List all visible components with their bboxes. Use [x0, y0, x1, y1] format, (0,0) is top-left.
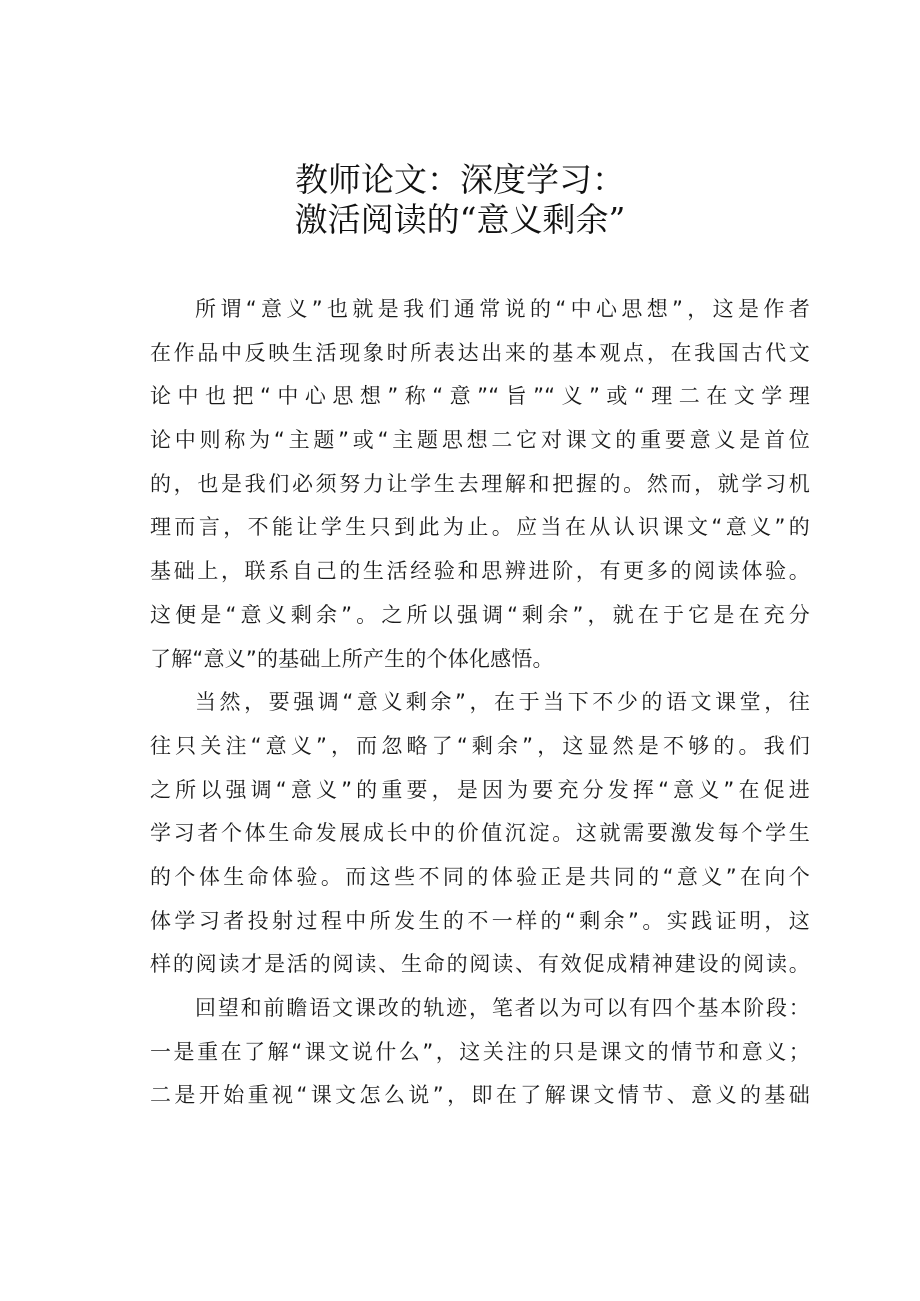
text-line: 理而言，不能让学生只到此为止。应当在从认识课文“意义”的 [150, 515, 810, 540]
text-line: 这便是“意义剩余”。之所以强调“剩余”，就在于它是在充分 [150, 602, 810, 627]
text-line: 二是开始重视“课文怎么说”，即在了解课文情节、意义的基础 [150, 1083, 810, 1108]
text-line: 论中也把“中心思想”称“意”“旨”“义”或“理二在文学理 [150, 384, 810, 409]
text-line: 在作品中反映生活现象时所表达出来的基本观点，在我国古代文 [150, 340, 810, 365]
text-line: 的个体生命体验。而这些不同的体验正是共同的“意义”在向个 [150, 864, 810, 889]
text-line: 之所以强调“意义”的重要，是因为要充分发挥“意义”在促进 [150, 777, 810, 802]
text-line: 样的阅读才是活的阅读、生命的阅读、有效促成精神建设的阅读。 [150, 952, 810, 977]
text-line: 基础上，联系自己的生活经验和思辨进阶，有更多的阅读体验。 [150, 559, 810, 584]
text-line: 一是重在了解“课文说什么”，这关注的只是课文的情节和意义； [150, 1039, 810, 1064]
title-line-1: 教师论文：深度学习： [295, 160, 625, 199]
document-title [0, 160, 920, 240]
text-line: 当然，要强调“意义剩余”，在于当下不少的语文课堂，往 [195, 690, 810, 715]
paragraph-2 [150, 681, 810, 987]
paragraph-3 [150, 987, 810, 1118]
text-line: 学习者个体生命发展成长中的价值沉淀。这就需要激发每个学生 [150, 821, 810, 846]
title-line-2: 激活阅读的“意义剩余” [294, 200, 626, 239]
text-line: 往只关注“意义”，而忽略了“剩余”，这显然是不够的。我们 [150, 733, 810, 758]
text-line: 所谓“意义”也就是我们通常说的“中心思想”，这是作者 [195, 297, 810, 321]
document-body [150, 288, 810, 1118]
paragraph-1 [150, 288, 810, 681]
text-line: 了解“意义”的基础上所产生的个体化感悟。 [150, 646, 554, 671]
text-line: 回望和前瞻语文课改的轨迹，笔者以为可以有四个基本阶段： [195, 996, 810, 1020]
text-line: 体学习者投射过程中所发生的不一样的“剩余”。实践证明，这 [150, 908, 810, 933]
text-line: 的，也是我们必须努力让学生去理解和把握的。然而，就学习机 [150, 471, 810, 496]
text-line: 论中则称为“主题”或“主题思想二它对课文的重要意义是首位 [150, 428, 810, 453]
